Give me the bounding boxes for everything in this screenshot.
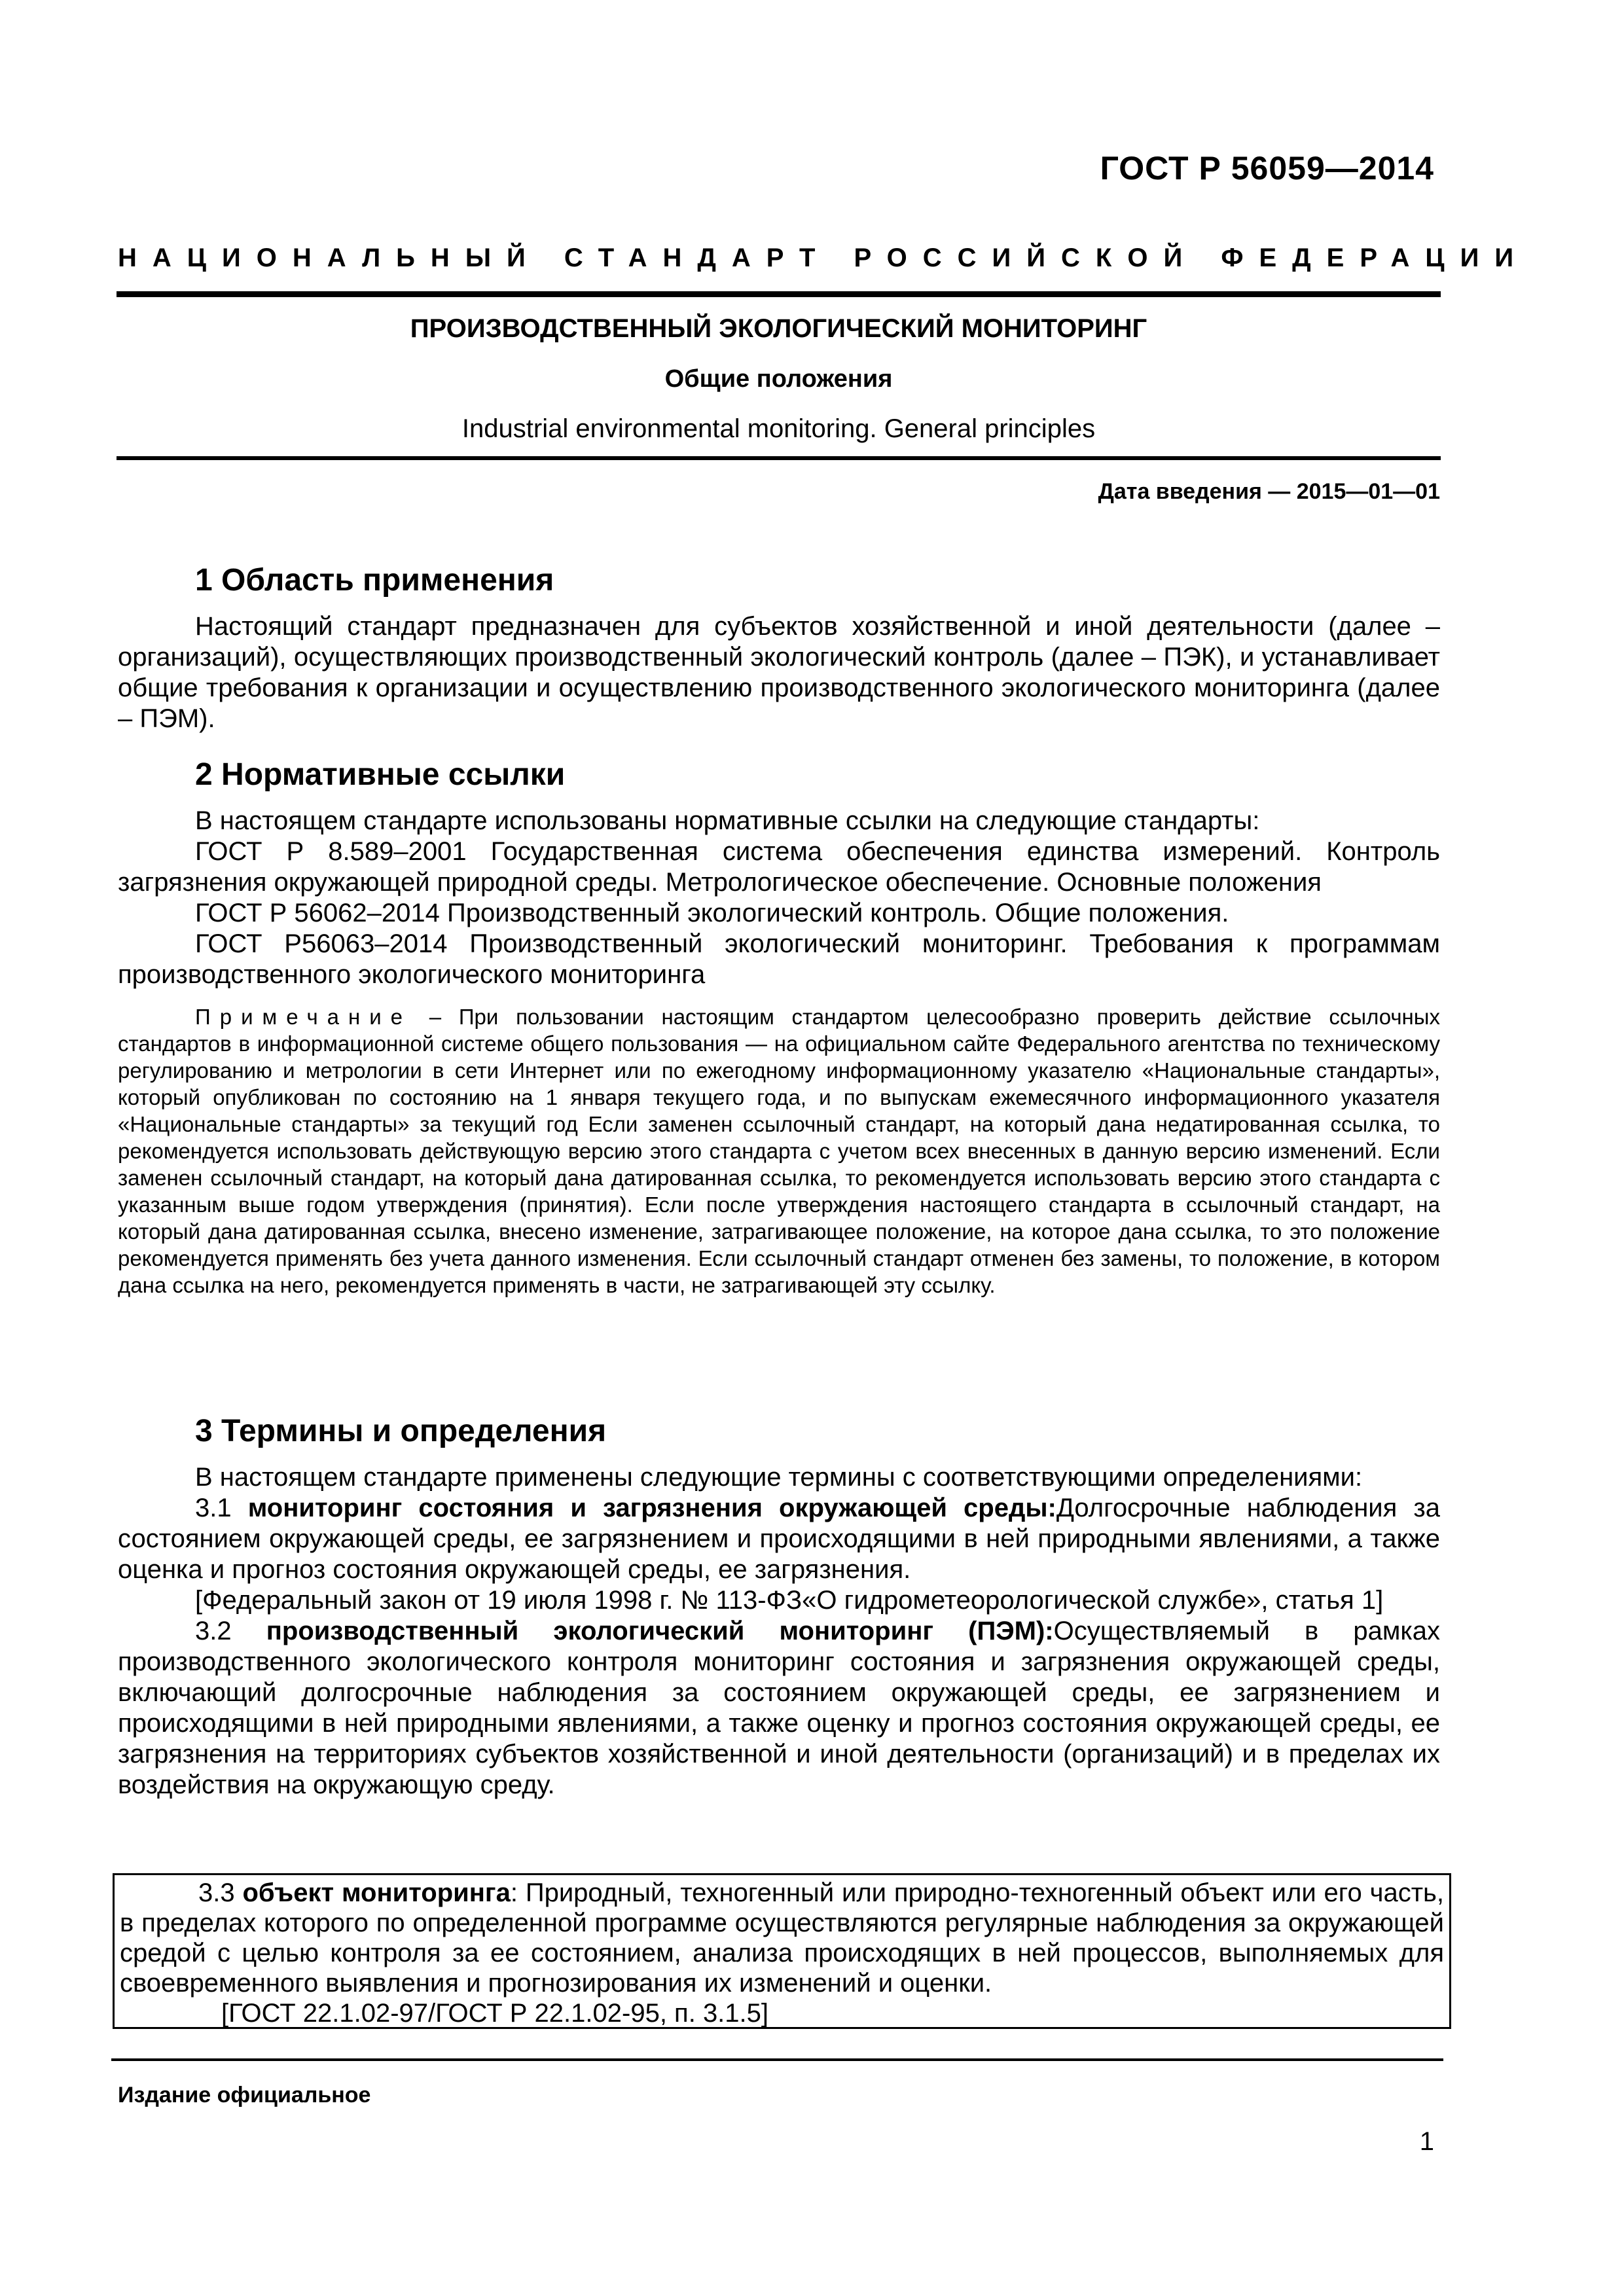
section-heading: 3 Термины и определения — [195, 1414, 607, 1448]
term-name: мониторинг состояния и загрязнения окружающей среды: — [247, 1494, 1056, 1522]
english-title: Industrial environmental monitoring. General principles — [461, 414, 1096, 443]
term-3-3: 3.3 объект мониторинга: Природный, техногенный или природно-техногенный объект или его часть, в пределах которого по определенной программе осуществляются регулярные наблюдения за окружающей средой с целью контроля за ее состоянием, анализа происходящих в ней процессов, выполняемых для своевременного выявления и прогнозирования их изменений и оценки. — [120, 1878, 1444, 1998]
page-number: 1 — [1419, 2127, 1434, 2156]
note-text: – При пользовании настоящим стандартом целесообразно проверить действие ссылочных стандартов в информационной системе общего пользования — на официальном сайте Федерального агентства по техническому регулированию и метрологии в сети Интернет или по ежегодному информационному указателю «Национальные стандарты», который опубликован по состоянию на 1 января текущего года, и по выпускам ежемесячного информационного указателя «Национальные стандарты» за текущий год Если заменен ссылочный стандарт, на который дана недатированная ссылка, то рекомендуется использовать действующую версию этого стандарта с учетом всех внесенных в данную версию изменений. Если заменен ссылочный стандарт, на который дана датированная ссылка, то рекомендуется использовать версию этого стандарта с указанным выше годом утверждения (принятия). Если после утверждения настоящего стандарта в ссылочный стандарт, на который дана датированная ссылка, внесено изменение, затрагивающее положение, на которое дана ссылка, то это положение рекомендуется применять без учета данного изменения. Если ссылочный стандарт отменен без замены, то положение, в котором дана ссылка на него, рекомендуется применять в части, не затрагивающей эту ссылку. — [118, 1005, 1440, 1297]
header-divider — [117, 291, 1441, 297]
standard-subtitle: Общие положения — [664, 365, 893, 393]
standard-title: ПРОИЗВОДСТВЕННЫЙ ЭКОЛОГИЧЕСКИЙ МОНИТОРИНГ — [410, 314, 1147, 343]
official-edition-label: Издание официальное — [118, 2083, 371, 2108]
term-definition: : Природный, техногенный или природно-техногенный объект или его часть, в пределах которого по определенной программе осуществляются регулярные наблюдения за окружающей средой с целью контроля за ее состоянием, анализа происходящих в ней процессов, выполняемых для своевременного выявления и прогнозирования их изменений и оценки. — [120, 1878, 1444, 1998]
introduction-date: Дата введения — 2015—01—01 — [1098, 479, 1440, 504]
section-terms — [118, 1412, 1440, 1801]
references-note — [118, 1003, 1440, 1299]
terms-intro: В настоящем стандарте применены следующие термины с соответствующими определениями: — [195, 1463, 1363, 1492]
section-heading: 1 Область применения — [195, 563, 554, 598]
reference-item: ГОСТ Р 8.589–2001 Государственная система обеспечения единства измерений. Контроль загрязнения окружающей природной среды. Метрологическое обеспечение. Основные положения — [118, 837, 1440, 897]
term-name: объект мониторинга — [242, 1878, 511, 1907]
term-3-3-box — [113, 1873, 1451, 2029]
footer-divider — [111, 2058, 1443, 2061]
term-source: [ГОСТ 22.1.02-97/ГОСТ Р 22.1.02-95, п. 3.1.5] — [221, 1999, 769, 2028]
national-standard-banner: НАЦИОНАЛЬНЫЙ СТАНДАРТ РОССИЙСКОЙ ФЕДЕРАЦИИ — [118, 243, 1530, 272]
section-scope — [118, 562, 1440, 734]
term-definition: Долгосрочные наблюдения за состоянием окружающей среды, ее загрязнением и происходящими в ней природными явлениями, а также оценка и прогноз состояния окружающей среды, ее загрязнения. — [118, 1494, 1440, 1584]
term-3-2: 3.2 производственный экологический мониторинг (ПЭМ):Осуществляемый в рамках производственного экологического контроля мониторинг состояния и загрязнения окружающей среды, включающий долгосрочные наблюдения за состоянием окружающей среды, ее загрязнением и происходящими в ней природными явлениями, а также оценку и прогноз состояния окружающей среды, ее загрязнения на территориях субъектов хозяйственной и иной деятельности (организаций) и в пределах их воздействия на окружающую среду. — [118, 1617, 1441, 1799]
term-definition: Осуществляемый в рамках производственного экологического контроля мониторинг состояния и загрязнения окружающей среды, включающий долгосрочные наблюдения за состоянием окружающей среды, ее загрязнением и происходящими в ней природными явлениями, а также оценку и прогноз состояния окружающей среды, ее загрязнения на территориях субъектов хозяйственной и иной деятельности (организаций) и в пределах их воздействия на окружающую среду. — [118, 1617, 1441, 1799]
section-heading: 2 Нормативные ссылки — [195, 757, 566, 792]
scope-paragraph: Настоящий стандарт предназначен для субъектов хозяйственной и иной деятельности (далее – организаций), осуществляющих производственный экологический контроль (далее – ПЭК), и устанавливает общие требования к организации и осуществлению производственного экологического мониторинга (далее – ПЭМ). — [118, 612, 1440, 733]
term-name: производственный экологический мониторинг (ПЭМ): — [266, 1617, 1054, 1645]
term-source: [Федеральный закон от 19 июля 1998 г. № 113-ФЗ«О гидрометеорологической службе», статья 1] — [195, 1586, 1384, 1615]
reference-item: ГОСТ Р56063–2014 Производственный экологический мониторинг. Требования к программам производственного экологического мониторинга — [118, 929, 1440, 989]
document-number: ГОСТ Р 56059—2014 — [1100, 150, 1434, 187]
title-divider — [117, 456, 1441, 460]
reference-item: ГОСТ Р 56062–2014 Производственный экологический контроль. Общие положения. — [195, 899, 1229, 927]
section-normative-references — [118, 756, 1440, 1299]
note-label: Примечание — [195, 1005, 412, 1029]
references-intro: В настоящем стандарте использованы нормативные ссылки на следующие стандарты: — [195, 806, 1260, 835]
term-3-1: 3.1 мониторинг состояния и загрязнения окружающей среды:Долгосрочные наблюдения за состоянием окружающей среды, ее загрязнением и происходящими в ней природными явлениями, а также оценка и прогноз состояния окружающей среды, ее загрязнения. — [118, 1494, 1440, 1584]
